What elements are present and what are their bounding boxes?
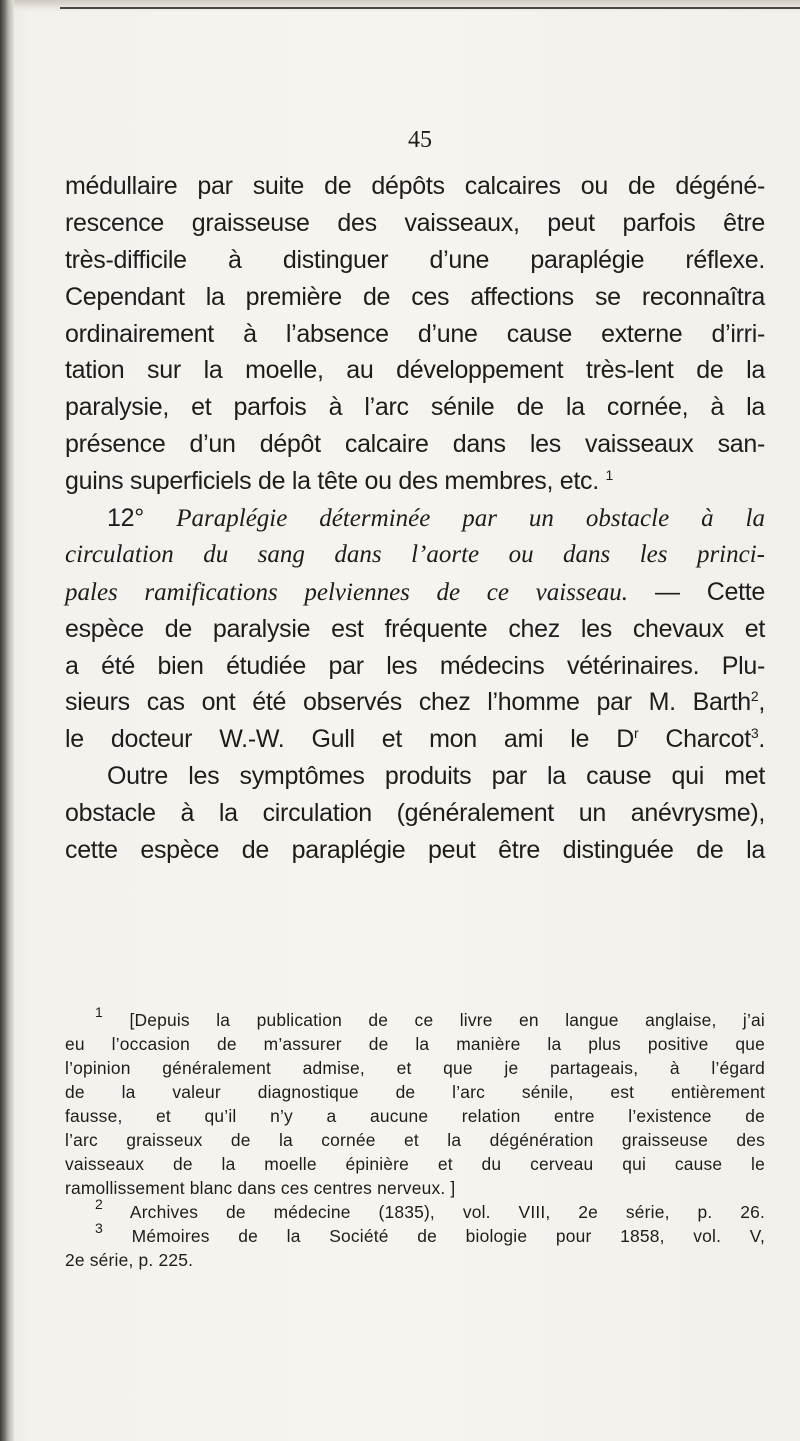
- text-line: rescence graisseuse des vaisseaux, peut parfois être: [65, 208, 765, 237]
- section-heading: Paraplégie déterminée par un obstacle à la: [176, 505, 765, 533]
- footnote-line: fausse, et qu’il n’y a aucune relation entre l’existence de: [65, 1106, 765, 1126]
- text-line: médullaire par suite de dépôts calcaires ou de dégéné-: [65, 172, 765, 200]
- footnote-line: ramollissement blanc dans ces centres nerveux. ]: [65, 1178, 456, 1198]
- footnote-mark: 2: [95, 1196, 103, 1212]
- body-text: [65, 168, 765, 869]
- text-line: très-difficile à distinguer d’une paraplégie réflexe.: [65, 245, 765, 274]
- page-binding-shadow: [0, 0, 14, 1441]
- footnote-line: 2e série, p. 225.: [65, 1250, 194, 1270]
- text-line: cette espèce de paraplégie peut être distinguée de la: [65, 836, 765, 865]
- section-heading: circulation du sang dans l’aorte ou dans les princi-: [65, 540, 765, 568]
- section-heading-line: [65, 574, 765, 611]
- text-fragment: Charcot: [638, 725, 751, 754]
- footnotes: [65, 1004, 765, 1272]
- footnote-line: l’arc graisseux de la cornée et la dégénération graisseuse des: [65, 1130, 765, 1150]
- text-line: présence d’un dépôt calcaire dans les vaisseaux san-: [65, 430, 765, 459]
- page-number: 45: [408, 127, 432, 153]
- text-fragment: le docteur W.-W. Gull et mon ami le D: [65, 725, 634, 754]
- text-fragment: ,: [758, 688, 765, 717]
- text-line: ordinairement à l’absence d’une cause externe d’irri-: [65, 319, 765, 348]
- footnote-line: de la valeur diagnostique de l’arc sénile, est entièrement: [65, 1082, 765, 1102]
- footnote-line: vaisseaux de la moelle épinière et du cerveau qui cause le: [65, 1154, 765, 1174]
- footnote-text: Archives de médecine (1835), vol. VIII, 2e série, p. 26.: [129, 1202, 765, 1222]
- text-line: [65, 463, 765, 500]
- text-line: obstacle à la circulation (généralement un anévrysme),: [65, 799, 765, 828]
- section-heading-line: [65, 500, 765, 537]
- text-fragment: sieurs cas ont été observés chez l’homme par M. Barth: [65, 688, 751, 717]
- section-number: 12°: [107, 504, 144, 533]
- text-line: paralysie, et parfois à l’arc sénile de la cornée, à la: [65, 393, 765, 422]
- text-line: Cependant la première de ces affections se reconnaîtra: [65, 282, 765, 311]
- text-fragment: guins superficiels de la tête ou des membres, etc.: [65, 467, 599, 496]
- text-line: tation sur la moelle, au développement très-lent de la: [65, 356, 765, 385]
- footnote-line: l’opinion généralement admise, et que je partageais, à l’égard: [65, 1058, 765, 1078]
- footnote-line: eu l’occasion de m’assurer de la manière la plus positive que: [65, 1034, 765, 1054]
- text-line: espèce de paralysie est fréquente chez les chevaux et: [65, 614, 765, 643]
- title-abbreviation: r: [633, 725, 639, 742]
- footnote-text: Mémoires de la Société de biologie pour 1858, vol. V,: [131, 1226, 765, 1246]
- page-top-edge: [14, 0, 800, 12]
- section-heading: pales ramifications pelviennes de ce vaisseau.: [65, 578, 628, 606]
- footnote-line: [65, 1196, 765, 1224]
- footnote-reference[interactable]: 1: [605, 467, 614, 484]
- text-line: [65, 684, 765, 721]
- footnote-reference[interactable]: 2: [750, 688, 759, 705]
- page-top-rule: [60, 7, 800, 9]
- footnote-line: [65, 1220, 765, 1248]
- text-line: a été bien étudiée par les médecins vétérinaires. Plu-: [65, 651, 765, 680]
- footnote-reference[interactable]: 3: [750, 725, 759, 742]
- text-line: Outre les symptômes produits par la cause qui met: [107, 762, 765, 791]
- text-line: [65, 721, 765, 758]
- text-fragment: — Cette: [655, 577, 765, 606]
- text-fragment: .: [758, 725, 765, 754]
- footnote-mark: 1: [95, 1004, 103, 1020]
- footnote-line: [65, 1004, 765, 1032]
- footnote-text: [Depuis la publication de ce livre en langue anglaise, j’ai: [129, 1010, 765, 1030]
- footnote-mark: 3: [95, 1220, 103, 1236]
